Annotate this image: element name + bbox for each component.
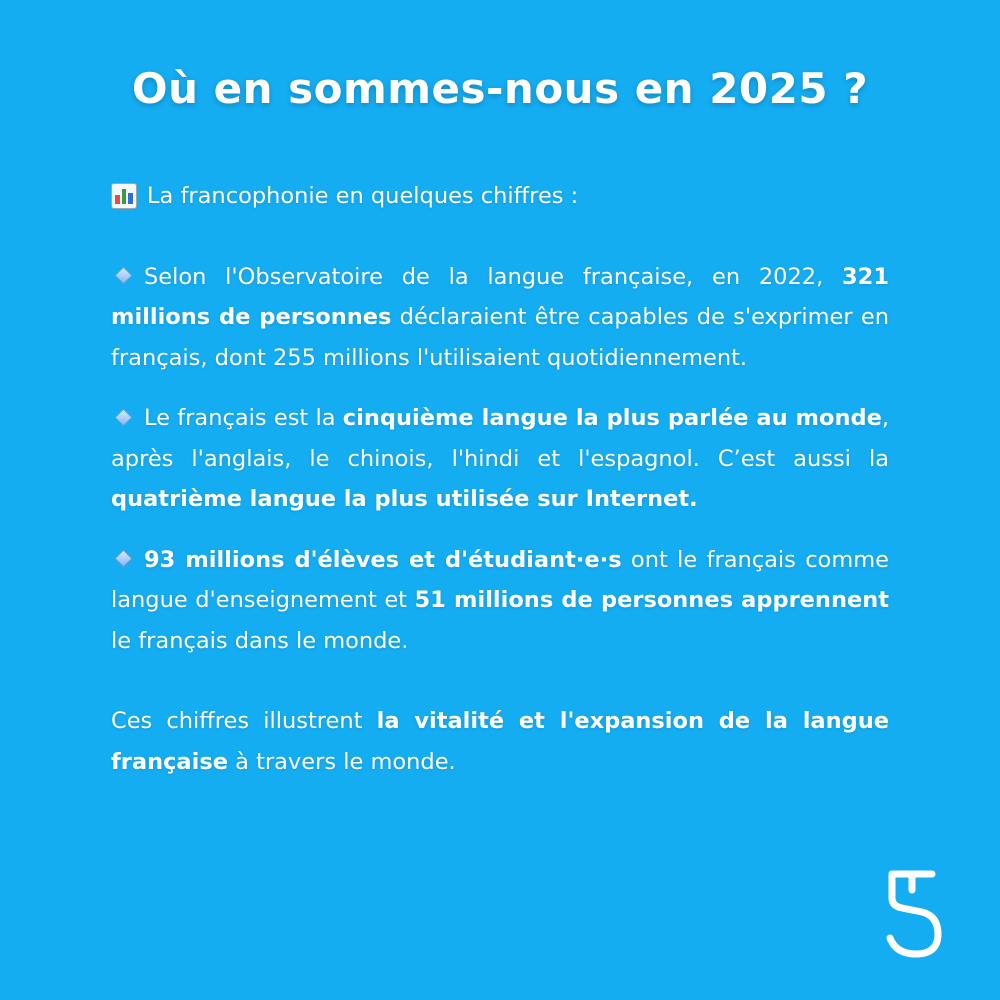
intro-text: La francophonie en quelques chiffres : — [147, 183, 579, 209]
highlight-text: cinquième langue la plus parlée au monde — [342, 405, 882, 431]
text-segment: Ces chiffres illustrent — [111, 708, 377, 734]
logo-icon — [882, 870, 946, 960]
paragraph-rank — [111, 398, 889, 520]
main-content — [111, 176, 889, 802]
highlight-text: 321 millions de personnes — [111, 263, 889, 330]
diamond-icon — [114, 266, 132, 284]
paragraph-speakers — [111, 257, 889, 379]
text-segment: Selon l'Observatoire de la langue française, en 2022, — [144, 263, 843, 290]
text-segment: Le français est la — [144, 405, 343, 431]
page-title: Où en sommes-nous en 2025 ? — [131, 64, 869, 113]
diamond-icon — [114, 549, 132, 567]
text-segment: le français dans le monde. — [111, 627, 409, 654]
text-segment: déclaraient être capables de s'exprimer en français, dont 255 millions l'utilisaient quotidiennement. — [111, 304, 890, 371]
diamond-icon — [114, 408, 132, 426]
bar-chart-icon — [111, 183, 137, 209]
highlight-text: la vitalité et l'expansion de la langue française — [111, 708, 889, 775]
text-segment: à travers le monde. — [227, 748, 456, 775]
intro-line — [111, 176, 889, 217]
text-segment: , après l'anglais, le chinois, l'hindi et l'espagnol. C’est aussi la — [111, 405, 889, 472]
highlight-text: quatrième langue la plus utilisée sur Internet. — [111, 486, 698, 512]
paragraph-learners — [111, 540, 889, 662]
text-segment: ont le français comme langue d'enseignement et — [111, 546, 890, 613]
highlight-text: 51 millions de personnes apprennent — [414, 587, 889, 613]
highlight-text: 93 millions d'élèves et d'étudiant·e·s — [144, 546, 622, 573]
paragraph-conclusion — [111, 701, 889, 782]
